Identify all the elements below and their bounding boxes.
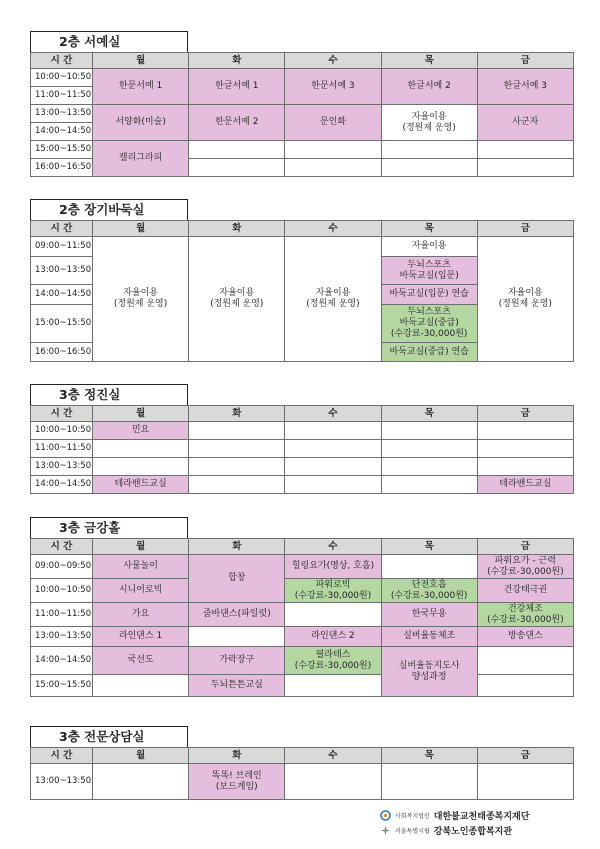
org-logo-row	[380, 823, 570, 838]
schedule-table	[30, 220, 574, 362]
class-cell: 문인화	[285, 105, 381, 141]
welfare-center-logo-icon	[380, 825, 391, 836]
class-cell	[285, 647, 381, 675]
class-cell	[477, 237, 573, 362]
wed-header: 수	[285, 748, 381, 764]
cell-line: 파워로빅	[315, 579, 351, 590]
cell-line: 똑똑! 브레인	[211, 770, 262, 781]
empty-cell	[285, 422, 381, 440]
empty-cell	[477, 675, 573, 697]
table-row	[31, 647, 574, 675]
table-row	[31, 555, 574, 579]
empty-cell	[477, 422, 573, 440]
time-cell: 13:00~13:50	[31, 627, 93, 647]
header-row	[31, 53, 574, 69]
cell-line: 바둑교실(중급)	[399, 318, 459, 328]
table-row	[31, 458, 574, 476]
fri-header: 금	[477, 53, 573, 69]
wed-header: 수	[285, 221, 381, 237]
time-cell: 10:00~10:50	[31, 69, 93, 87]
table-row	[31, 579, 574, 603]
time-cell: 15:00~15:50	[31, 305, 93, 343]
class-cell	[381, 105, 477, 141]
time-cell: 13:00~13:50	[31, 105, 93, 123]
empty-cell	[93, 675, 189, 697]
wed-header: 수	[285, 406, 381, 422]
empty-cell	[477, 159, 573, 177]
empty-cell	[285, 440, 381, 458]
time-cell: 13:00~13:50	[31, 764, 93, 800]
empty-cell	[381, 159, 477, 177]
tue-header: 화	[189, 748, 285, 764]
cell-line: (정원제 운영)	[306, 299, 360, 309]
class-cell: 국선도	[93, 647, 189, 675]
class-cell	[189, 764, 285, 800]
class-cell: 한국무용	[381, 603, 477, 627]
table-row	[31, 603, 574, 627]
cell-line: 바둑교실(입문)	[399, 270, 459, 281]
table-row	[31, 440, 574, 458]
time-cell: 14:00~14:50	[31, 123, 93, 141]
class-cell: 방송댄스	[477, 627, 573, 647]
empty-cell	[381, 764, 477, 800]
class-cell: 테라밴드교실	[93, 476, 189, 494]
time-cell: 16:00~16:50	[31, 343, 93, 362]
table-row	[31, 237, 574, 257]
class-cell	[189, 237, 285, 362]
fri-header: 금	[477, 406, 573, 422]
cell-line: (수강료-30,000원)	[390, 329, 468, 339]
class-cell	[285, 579, 381, 603]
time-header: 시 간	[31, 748, 93, 764]
cell-line: 필라테스	[315, 649, 351, 660]
time-cell: 16:00~16:50	[31, 159, 93, 177]
empty-cell	[189, 627, 285, 647]
table-row	[31, 675, 574, 697]
class-cell: 시니어로빅	[93, 579, 189, 603]
class-cell	[93, 237, 189, 362]
class-cell: 한문서예 1	[93, 69, 189, 105]
time-header: 시 간	[31, 221, 93, 237]
cell-line: (수강료-30,000원)	[390, 590, 468, 601]
empty-cell	[285, 603, 381, 627]
schedule-table	[30, 747, 574, 800]
class-cell: 가요	[93, 603, 189, 627]
empty-cell	[93, 764, 189, 800]
cell-line: (보드게임)	[215, 781, 258, 792]
cell-line: 건강체조	[507, 603, 543, 614]
cell-line: 실버율동지도사	[398, 660, 460, 671]
table-row	[31, 476, 574, 494]
cell-line: (수강료-30,000원)	[487, 566, 564, 577]
thu-header: 목	[381, 53, 477, 69]
empty-cell	[189, 458, 285, 476]
section-title: 3층 전문상담실	[30, 726, 188, 748]
section-title: 3층 금강홀	[30, 517, 188, 539]
empty-cell	[477, 764, 573, 800]
cell-line: (수강료-30,000원)	[487, 614, 564, 625]
mon-header: 월	[93, 221, 189, 237]
class-cell: 두뇌튼튼교실	[189, 675, 285, 697]
table-row	[31, 69, 574, 87]
class-cell: 라인댄스 1	[93, 627, 189, 647]
time-header: 시 간	[31, 406, 93, 422]
schedule-table	[30, 538, 574, 697]
class-cell: 한문서예 2	[189, 105, 285, 141]
class-cell: 힐링요가(명상, 호흡)	[285, 555, 381, 579]
cell-line: (정원제 운영)	[498, 299, 553, 309]
empty-cell	[381, 476, 477, 494]
header-row	[31, 406, 574, 422]
class-cell: 바둑교실(입문) 연습	[381, 285, 477, 305]
class-cell: 한문서예 3	[285, 69, 381, 105]
table-row	[31, 764, 574, 800]
foundation-logo-icon	[380, 810, 391, 821]
empty-cell	[477, 141, 573, 159]
time-cell: 14:00~14:50	[31, 647, 93, 675]
class-cell	[381, 579, 477, 603]
class-cell: 사물놀이	[93, 555, 189, 579]
empty-cell	[381, 555, 477, 579]
table-row	[31, 105, 574, 123]
cell-line: 파워요가 - 근력	[494, 555, 556, 566]
class-cell: 라인댄스 2	[285, 627, 381, 647]
empty-cell	[477, 458, 573, 476]
schedule-table	[30, 52, 574, 177]
empty-cell	[189, 476, 285, 494]
time-cell: 11:00~11:50	[31, 440, 93, 458]
empty-cell	[189, 440, 285, 458]
empty-cell	[381, 141, 477, 159]
wed-header: 수	[285, 53, 381, 69]
time-cell: 15:00~15:50	[31, 675, 93, 697]
time-cell: 09:00~11:50	[31, 237, 93, 257]
empty-cell	[381, 458, 477, 476]
thu-header: 목	[381, 406, 477, 422]
cell-line: 자율이용	[123, 288, 158, 298]
class-cell: 한글서예 3	[477, 69, 573, 105]
org-type-label: 서울특별시립	[395, 828, 430, 835]
class-cell: 자율이용	[381, 237, 477, 257]
table-row	[31, 141, 574, 159]
section-title: 2층 서예실	[30, 31, 188, 53]
cell-line: (정원제 운영)	[210, 299, 264, 309]
cell-line: 자율이용	[507, 288, 543, 298]
cell-line: (정원제 운영)	[113, 299, 168, 309]
class-cell: 민요	[93, 422, 189, 440]
empty-cell	[477, 647, 573, 675]
time-cell: 14:00~14:50	[31, 285, 93, 305]
class-cell	[285, 237, 381, 362]
class-cell	[381, 647, 477, 697]
tue-header: 화	[189, 221, 285, 237]
cell-line: (수강료-30,000원)	[294, 660, 372, 671]
table-row	[31, 422, 574, 440]
time-cell: 11:00~11:50	[31, 87, 93, 105]
empty-cell	[285, 159, 381, 177]
class-cell: 실버율동체조	[381, 627, 477, 647]
cell-line: 단전호흡	[411, 579, 447, 590]
empty-cell	[285, 458, 381, 476]
cell-line: 자율이용	[315, 288, 351, 298]
empty-cell	[381, 422, 477, 440]
org-logo-row	[380, 808, 570, 823]
cell-line: 양성과정	[411, 671, 447, 682]
cell-line: (정원제 운영)	[402, 122, 456, 133]
time-cell: 15:00~15:50	[31, 141, 93, 159]
thu-header: 목	[381, 221, 477, 237]
cell-line: 두뇌스포츠	[407, 259, 451, 270]
time-cell: 14:00~14:50	[31, 476, 93, 494]
wed-header: 수	[285, 539, 381, 555]
mon-header: 월	[93, 748, 189, 764]
empty-cell	[189, 159, 285, 177]
thu-header: 목	[381, 539, 477, 555]
empty-cell	[93, 440, 189, 458]
class-cell	[477, 603, 573, 627]
section-title: 3층 정진실	[30, 384, 188, 406]
empty-cell	[285, 476, 381, 494]
mon-header: 월	[93, 539, 189, 555]
cell-line: 자율이용	[411, 111, 447, 122]
class-cell: 사군자	[477, 105, 573, 141]
mon-header: 월	[93, 53, 189, 69]
time-header: 시 간	[31, 539, 93, 555]
class-cell: 바둑교실(중급) 연습	[381, 343, 477, 362]
empty-cell	[189, 422, 285, 440]
time-cell: 09:00~09:50	[31, 555, 93, 579]
time-header: 시 간	[31, 53, 93, 69]
empty-cell	[189, 141, 285, 159]
empty-cell	[477, 440, 573, 458]
class-cell	[381, 257, 477, 285]
fri-header: 금	[477, 539, 573, 555]
class-cell: 캘리그라피	[93, 141, 189, 177]
time-cell: 13:00~13:50	[31, 458, 93, 476]
class-cell: 건강태극권	[477, 579, 573, 603]
class-cell	[477, 555, 573, 579]
org-name: 강북노인종합복지관	[433, 827, 513, 837]
fri-header: 금	[477, 221, 573, 237]
class-cell	[381, 305, 477, 343]
header-row	[31, 748, 574, 764]
thu-header: 목	[381, 748, 477, 764]
class-cell: 합창	[189, 555, 285, 603]
class-cell: 한글서예 1	[189, 69, 285, 105]
class-cell: 테라밴드교실	[477, 476, 573, 494]
cell-line: 자율이용	[219, 288, 255, 298]
tue-header: 화	[189, 406, 285, 422]
time-cell: 10:00~10:50	[31, 422, 93, 440]
empty-cell	[285, 141, 381, 159]
empty-cell	[381, 440, 477, 458]
class-cell: 한글서예 2	[381, 69, 477, 105]
class-cell: 서양화(미술)	[93, 105, 189, 141]
header-row	[31, 539, 574, 555]
cell-line: 두뇌스포츠	[407, 307, 451, 317]
empty-cell	[285, 675, 381, 697]
fri-header: 금	[477, 748, 573, 764]
time-cell: 11:00~11:50	[31, 603, 93, 627]
tue-header: 화	[189, 53, 285, 69]
org-name: 대한불교천태종복지재단	[433, 812, 530, 822]
mon-header: 월	[93, 406, 189, 422]
schedule-table	[30, 405, 574, 494]
header-row	[31, 221, 574, 237]
empty-cell	[285, 764, 381, 800]
footer-logos	[380, 808, 570, 838]
tue-header: 화	[189, 539, 285, 555]
empty-cell	[93, 458, 189, 476]
time-cell: 13:00~13:50	[31, 257, 93, 285]
class-cell: 가락장구	[189, 647, 285, 675]
class-cell: 줌바댄스(파일럿)	[189, 603, 285, 627]
section-title: 2층 장기바둑실	[30, 199, 188, 221]
org-type-label: 사회복지법인	[395, 813, 430, 820]
table-row	[31, 627, 574, 647]
cell-line: (수강료-30,000원)	[294, 590, 372, 601]
time-cell: 10:00~10:50	[31, 579, 93, 603]
